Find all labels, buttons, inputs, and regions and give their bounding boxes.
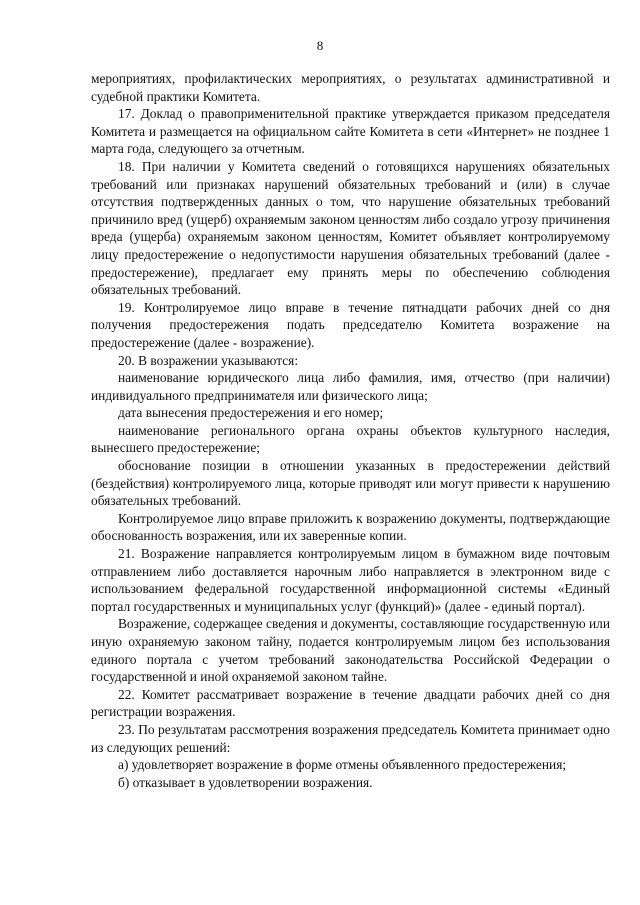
paragraph: Контролируемое лицо вправе приложить к возражению документы, подтверждающие обоснованность возражения, или их заверенные копии.	[91, 510, 610, 544]
page-number: 8	[316, 38, 324, 53]
paragraph: обоснование позиции в отношении указанных в предостережении действий (бездействия) контролируемого лица, которые приводят или могут привести к нарушению обязательных требований.	[91, 458, 610, 509]
paragraph: дата вынесения предостережения и его номер;	[118, 405, 384, 421]
document-body	[91, 70, 610, 791]
paragraph: а) удовлетворяет возражение в форме отмены объявленного предостережения;	[118, 757, 567, 773]
paragraph: 18. При наличии у Комитета сведений о готовящихся нарушениях обязательных требований или признаках нарушений обязательных требований и (или) в случае отсутствия подтвержденных данных о том, что нарушение обязательных требований причинило вред (ущерб) охраняемым законом ценностям либо создало угрозу причинения вреда (ущерба) охраняемым законом ценностям, Комитет объявляет контролируемому лицу предостережение о недопустимости нарушения обязательных требований (далее - предостережение), предлагает ему принять меры по обеспечению соблюдения обязательных требований.	[91, 158, 610, 298]
paragraph: 23. По результатам рассмотрения возражения председатель Комитета принимает одно из следующих решений:	[91, 721, 610, 755]
paragraph: 21. Возражение направляется контролируемым лицом в бумажном виде почтовым отправлением либо доставляется нарочным либо направляется в электронном виде с использованием федеральной государственной информационной системы «Единый портал государственных и муниципальных услуг (функций)» (далее - единый портал).	[91, 546, 610, 614]
paragraph: 22. Комитет рассматривает возражение в течение двадцати рабочих дней со дня регистрации возражения.	[91, 686, 610, 720]
paragraph: наименование регионального органа охраны объектов культурного наследия, вынесшего предостережение;	[91, 422, 610, 456]
paragraph: Возражение, содержащее сведения и документы, составляющие государственную или иную охраняемую законом тайну, подается контролируемым лицом без использования единого портала с учетом требований законодательства Российской Федерации о государственной и иной охраняемой законом тайне.	[91, 616, 610, 685]
paragraph: 20. В возражении указываются:	[118, 352, 299, 368]
paragraph: 17. Доклад о правоприменительной практике утверждается приказом председателя Комитета и размещается на официальном сайте Комитета в сети «Интернет» не позднее 1 марта года, следующего за отчетным.	[91, 106, 610, 157]
paragraph: наименование юридического лица либо фамилия, имя, отчество (при наличии) индивидуального предпринимателя или физического лица;	[91, 370, 610, 403]
paragraph: б) отказывает в удовлетворении возражения.	[118, 774, 373, 790]
paragraph: 19. Контролируемое лицо вправе в течение пятнадцати рабочих дней со дня получения предостережения подать председателю Комитета возражение на предостережение (далее - возражение).	[91, 299, 610, 350]
paragraph: мероприятиях, профилактических мероприятиях, о результатах административной и судебной практики Комитета.	[91, 71, 610, 104]
